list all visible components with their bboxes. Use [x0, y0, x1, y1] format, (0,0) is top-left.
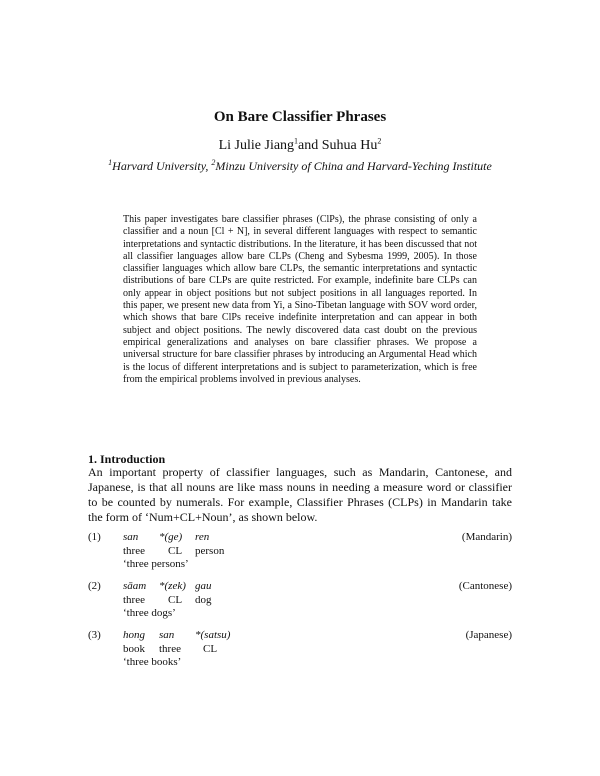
example-3: [88, 629, 512, 671]
example-number: (2): [88, 580, 101, 592]
section-heading: 1. Introduction: [88, 452, 166, 466]
example-translation: ‘three books’: [123, 656, 182, 668]
example-word: san: [123, 531, 139, 543]
author-1-mark: 1: [294, 136, 299, 146]
example-word: gau: [195, 580, 212, 592]
abstract: [123, 214, 477, 386]
affiliation-1: Harvard University,: [112, 159, 209, 173]
example-word: hong: [123, 629, 145, 641]
example-language: (Cantonese): [458, 580, 512, 592]
example-word: *(satsu): [195, 629, 231, 641]
affiliation-2-mark: 2: [211, 158, 216, 167]
introduction-text: An important property of classifier languages, such as Mandarin, Cantonese, and Japanese, is that all nouns are like mass nouns in needing a measure word or classifier to be counted by numerals. For example, Classifier Phrases (CLPs) in Mandarin take the form of ‘Num+CL+Noun’, as shown below.: [88, 465, 512, 524]
example-word: *(ge): [159, 531, 183, 543]
introduction-paragraph: [88, 465, 512, 525]
paper-title: On Bare Classifier Phrases: [213, 109, 387, 125]
example-gloss: three: [123, 544, 145, 557]
example-gloss: CL: [203, 642, 218, 655]
affiliation-2: Minzu University of China and Harvard-Yeching Institute: [215, 159, 492, 173]
example-gloss: CL: [168, 544, 183, 557]
example-gloss: dog: [195, 593, 212, 606]
example-gloss: person: [195, 544, 225, 557]
abstract-text: This paper investigates bare classifier phrases (ClPs), the phrase consisting of only a classifier and a noun [Cl + N], in several different languages with respect to semantic interpretations and syntactic distributions. In the literature, it has been discussed that not all classifier languages allow bare CLPs (Cheng and Sybesma 1999, 2005). In those classifier languages which allow bare CLPs, the semantic interpretations and syntactic distributions of bare CLPs are quite restricted. For example, indefinite bare CLPs can only appear in object positions but not subject positions in all languages reported. In this paper, we present new data from Yi, a Sino-Tibetan language with SOV word order, which shows that bare ClPs receive indefinite interpretation and can appear in both subject and object positions. The newly discovered data cast doubt on the previous empirical generalizations and analyses on bare classifier phrases. We propose a universal structure for bare classifier phrases by introducing an Argumental Head which is the locus of different interpretations and is subject to parameterization, which is free from the empirical problems involved in previous analyses.: [123, 214, 477, 385]
author-line: [0, 138, 600, 154]
example-gloss: book: [123, 642, 145, 655]
author-2-mark: 2: [377, 136, 382, 146]
example-language: (Japanese): [465, 629, 512, 641]
example-translation: ‘three persons’: [123, 558, 189, 570]
example-word: ren: [195, 531, 210, 543]
example-word: sāam: [123, 580, 147, 592]
example-2: [88, 580, 512, 622]
author-conjunction: and: [298, 138, 319, 153]
example-number: (3): [88, 629, 101, 641]
example-word: *(zek): [159, 580, 186, 592]
example-gloss: three: [123, 593, 145, 606]
example-language: (Mandarin): [461, 531, 512, 543]
example-gloss: CL: [168, 593, 183, 606]
example-gloss: three: [159, 642, 181, 655]
example-translation: ‘three dogs’: [123, 607, 176, 619]
author-1: Li Julie Jiang: [218, 138, 295, 153]
author-2: Suhua Hu: [321, 138, 378, 153]
example-number: (1): [88, 531, 101, 543]
affiliation-line: [0, 159, 600, 174]
affiliation-1-mark: 1: [108, 158, 113, 167]
example-1: [88, 531, 512, 573]
example-word: san: [159, 629, 175, 641]
